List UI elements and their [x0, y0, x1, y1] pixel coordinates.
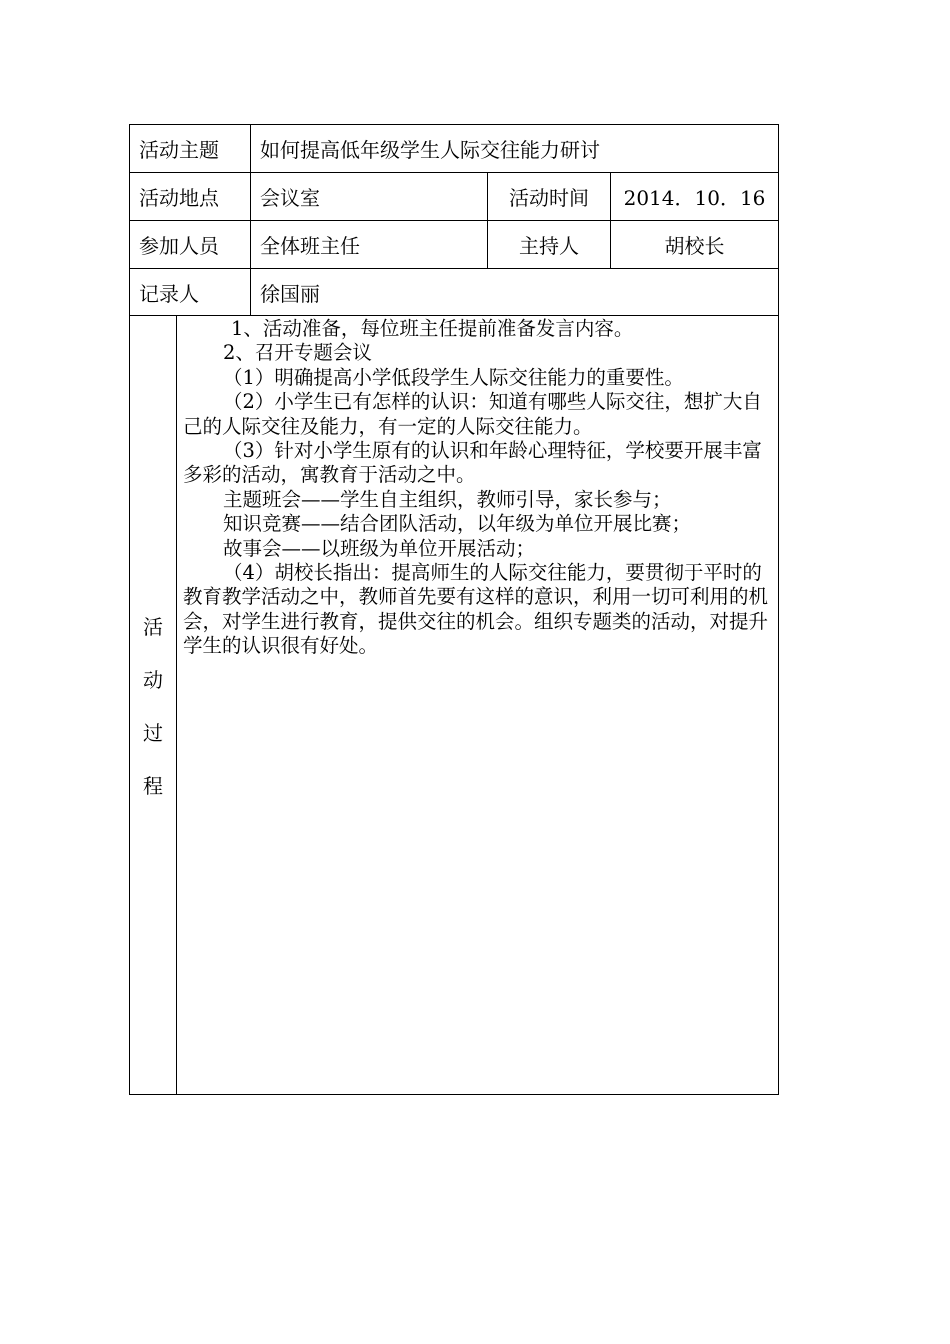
place-value: 会议室 — [251, 173, 488, 220]
process-paragraph: （2）小学生已有怎样的认识：知道有哪些人际交往，想扩大自己的人际交往及能力，有一定的人际交往能力。 — [183, 390, 762, 438]
recorder-value: 徐国丽 — [260, 281, 320, 306]
topic-value: 如何提高低年级学生人际交往能力研讨 — [260, 138, 600, 162]
process-label-char: 程 — [143, 774, 163, 798]
process-label-char: 过 — [143, 721, 163, 745]
host-value: 胡校长 — [664, 234, 725, 258]
recorder-row — [130, 269, 778, 316]
process-label-char: 动 — [143, 668, 163, 692]
process-paragraph: 主题班会——学生自主组织，教师引导，家长参与； — [223, 487, 672, 511]
process-paragraph: （3）针对小学生原有的认识和年龄心理特征，学校要开展丰富多彩的活动，寓教育于活动之中。 — [183, 439, 762, 487]
process-label — [130, 316, 177, 1094]
recorder-label: 记录人 — [130, 269, 251, 315]
process-paragraph: （1）明确提高小学低段学生人际交往能力的重要性。 — [223, 365, 684, 389]
participants-label: 参加人员 — [130, 221, 251, 268]
process-paragraph: 1、活动准备，每位班主任提前准备发言内容。 — [231, 317, 634, 340]
process-paragraph: 知识竞赛——结合团队活动，以年级为单位开展比赛； — [223, 512, 692, 536]
process-content — [177, 316, 778, 1094]
host-label: 主持人 — [488, 221, 611, 268]
participants-value: 全体班主任 — [251, 221, 488, 268]
time-label: 活动时间 — [488, 173, 611, 220]
process-paragraph: 故事会——以班级为单位开展活动； — [223, 536, 536, 560]
topic-label: 活动主题 — [130, 125, 251, 172]
process-row — [130, 316, 778, 1094]
process-label-char: 活 — [143, 615, 163, 639]
place-label: 活动地点 — [130, 173, 251, 220]
topic-row — [130, 125, 778, 173]
time-value: 2014．10．16 — [623, 186, 766, 210]
activity-record-table — [129, 124, 779, 1095]
process-paragraph: （4）胡校长指出：提高师生的人际交往能力，要贯彻于平时的教育教学活动之中，教师首先要有这样的意识，利用一切可利用的机会，对学生进行教育，提供交往的机会。组织专题类的活动，对提升学生的认识很有好处。 — [183, 561, 769, 658]
process-paragraph: 2、召开专题会议 — [223, 341, 372, 365]
participants-host-row — [130, 221, 778, 269]
place-time-row — [130, 173, 778, 221]
